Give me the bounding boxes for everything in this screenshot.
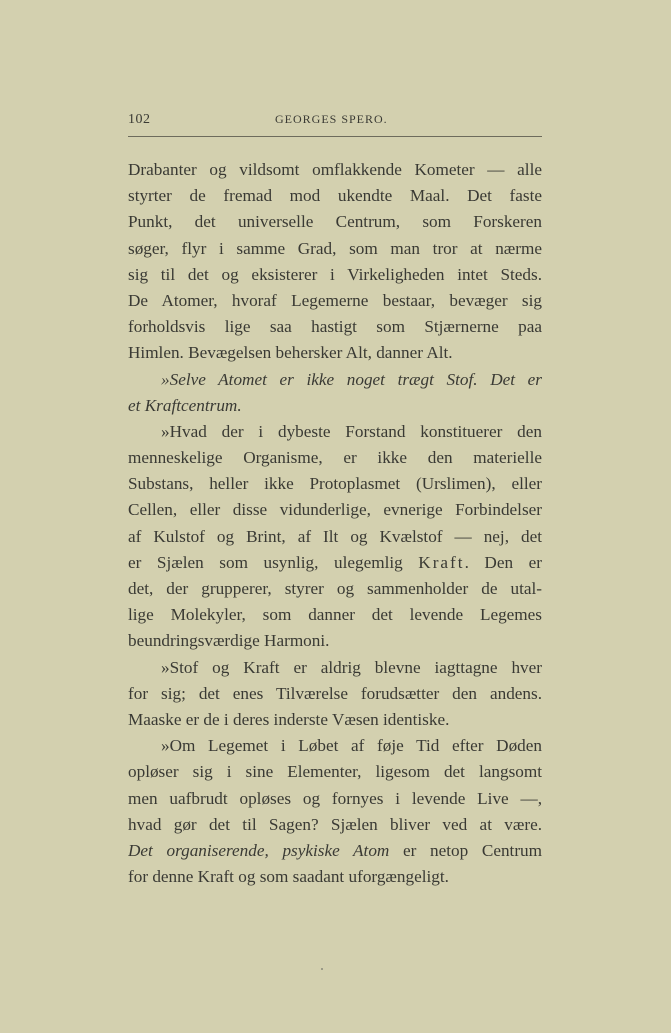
text-line: »Hvad der i dybeste Forstand konstituerer den xyxy=(161,421,542,441)
text-line: Substans, heller ikke Protoplasmet (Urslimen), eller xyxy=(128,474,542,494)
text-line: De Atomer, hvoraf Legemerne bestaar, bevæger sig xyxy=(128,290,542,310)
text-line: søger, flyr i samme Grad, som man tror at nærme xyxy=(128,238,542,258)
text-line: sig til det og eksisterer i Virkeligheden intet Steds. xyxy=(128,264,542,284)
text-line: for sig; det enes Tilværelse forudsætter den andens. xyxy=(128,683,542,703)
text-line: Punkt, det universelle Centrum, som Forskeren xyxy=(128,212,542,232)
running-head xyxy=(128,112,542,130)
text-line: styrter de fremad mod ukendte Maal. Det faste xyxy=(128,186,542,206)
page-number: 102 xyxy=(128,112,151,127)
text-line xyxy=(128,550,542,576)
text-line xyxy=(128,838,542,864)
text-segment: er netop Centrum xyxy=(389,840,542,860)
spaced-word: Kraft xyxy=(418,552,465,572)
text-line: lige Molekyler, som danner det levende Legemes xyxy=(128,605,542,625)
header-rule xyxy=(128,136,542,137)
text-line: opløser sig i sine Elementer, ligesom det langsomt xyxy=(128,762,542,782)
text-line: Himlen. Bevægelsen behersker Alt, danner Alt. xyxy=(128,343,453,363)
text-line: af Kulstof og Brint, af Ilt og Kvælstof — nej, det xyxy=(128,526,542,546)
text-segment: er Sjælen som usynlig, ulegemlig xyxy=(128,552,419,572)
text-line-italic: et Kraftcentrum. xyxy=(128,395,242,415)
text-line: »Stof og Kraft er aldrig blevne iagttagne hver xyxy=(161,657,542,677)
text-line: men uafbrudt opløses og fornyes i levende Live —, xyxy=(128,788,542,808)
text-line: »Om Legemet i Løbet af føje Tid efter Døden xyxy=(161,736,542,756)
body-text xyxy=(128,157,542,890)
running-title: GEORGES SPERO. xyxy=(275,112,388,126)
text-segment: . Den er xyxy=(464,552,542,572)
italic-segment: Det organiserende, psykiske Atom xyxy=(128,840,390,860)
text-line: for denne Kraft og som saadant uforgængeligt. xyxy=(128,867,449,887)
text-line: menneskelige Organisme, er ikke den materielle xyxy=(128,448,542,468)
text-line-italic: »Selve Atomet er ikke noget trægt Stof. Det er xyxy=(161,369,542,389)
text-line: Cellen, eller disse vidunderlige, evnerige Forbindelser xyxy=(128,500,542,520)
text-line: det, der grupperer, styrer og sammenholder de utal- xyxy=(128,579,542,598)
text-line: forholdsvis lige saa hastigt som Stjærnerne paa xyxy=(128,317,542,337)
text-line: Maaske er de i deres inderste Væsen identiske. xyxy=(128,709,450,729)
text-line: hvad gør det til Sagen? Sjælen bliver ved at være. xyxy=(128,814,542,834)
text-line: Drabanter og vildsomt omflakkende Kometer — alle xyxy=(128,160,542,179)
page-speck xyxy=(321,968,323,970)
text-line: beundringsværdige Harmoni. xyxy=(128,631,330,651)
